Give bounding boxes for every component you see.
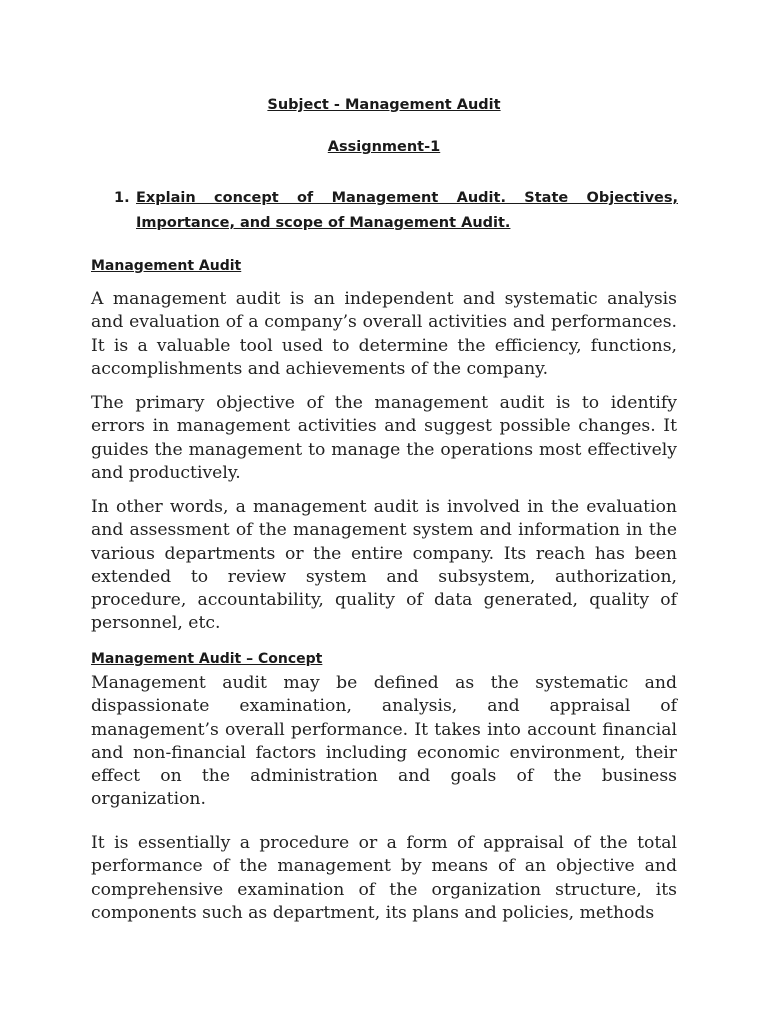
subject-title: Subject - Management Audit xyxy=(267,97,501,113)
assignment-title: Assignment-1 xyxy=(327,139,441,155)
paragraph-procedure: It is essentially a procedure or a form of appraisal of the total performance of the management by means of an objective and comprehensive examination of the organization structure, its components such as department, its plans and policies, methods xyxy=(91,833,677,923)
section-heading-concept: Management Audit – Concept xyxy=(91,651,323,667)
question-text: Explain concept of Management Audit. State Objectives, Importance, and scope of Management Audit. xyxy=(136,190,678,231)
question-number: 1. xyxy=(114,190,130,206)
paragraph-definition: A management audit is an independent and systematic analysis and evaluation of a company’s overall activities and performances. It is a valuable tool used to determine the efficiency, functions, accomplishments and achievements of the company. xyxy=(91,289,677,379)
paragraph-concept-definition: Management audit may be defined as the systematic and dispassionate examination, analysis, and appraisal of management’s overall performance. It takes into account financial and non-financial factors including economic environment, their effect on the administration and goals of the business organization. xyxy=(91,673,677,810)
paragraph-primary-objective: The primary objective of the management audit is to identify errors in management activities and suggest possible changes. It guides the management to manage the operations most effectively and productively. xyxy=(91,393,677,483)
question-item xyxy=(114,186,678,236)
paragraph-other-words: In other words, a management audit is involved in the evaluation and assessment of the management system and information in the various departments or the entire company. Its reach has been extended to review system and subsystem, authorization, procedure, accountability, quality of data generated, quality of personnel, etc. xyxy=(91,497,677,634)
section-heading-management-audit: Management Audit xyxy=(91,258,242,274)
